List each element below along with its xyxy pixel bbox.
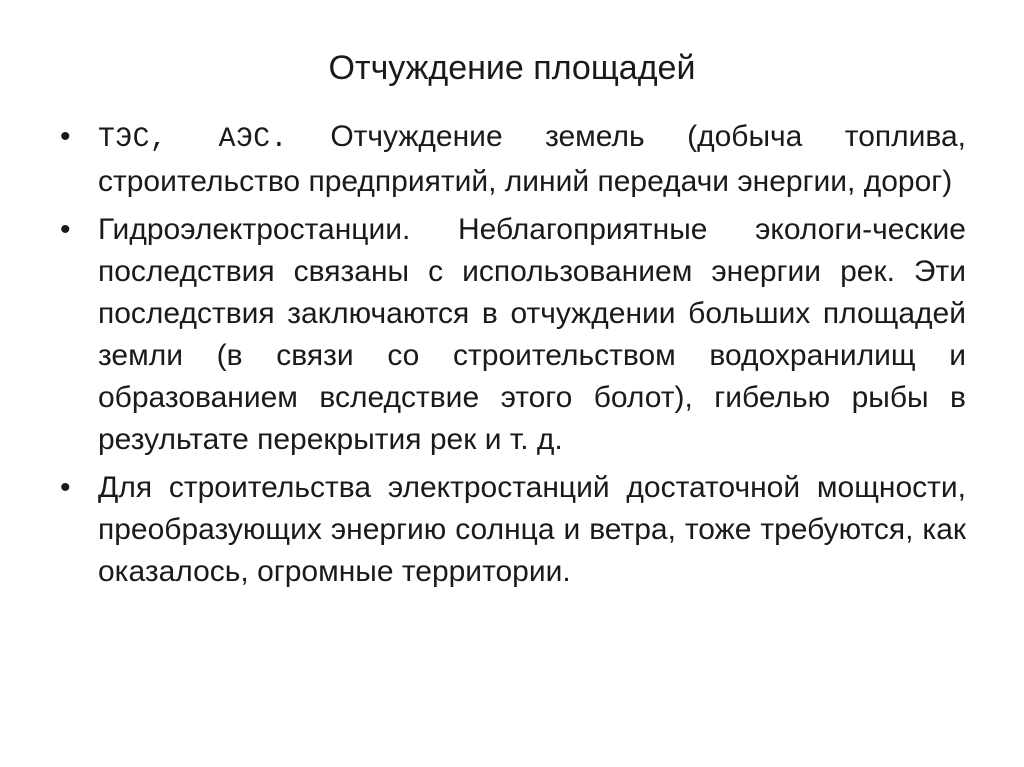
bullet-item-hydro (60, 209, 966, 461)
slide-title: Отчуждение площадей (328, 49, 696, 87)
bullet-item-solar-wind (60, 467, 966, 593)
bullet-dot-icon: • (60, 213, 71, 246)
bullet-item-tes-aes (60, 116, 966, 203)
bullet-dot-icon: • (60, 120, 71, 153)
bullet-text: Отчуждение земель (добыча топлива, строительство предприятий, линий передачи энергии, дорог) (98, 120, 967, 198)
bullet-text: Для строительства электростанций достаточной мощности, преобразующих энергию солнца и ветра, тоже требуются, как оказалось, огромные территории. (98, 471, 966, 588)
bullet-dot-icon: • (60, 471, 71, 504)
bullet-text: Гидроэлектростанции. Неблагоприятные экологи-ческие последствия связаны с использованием энергии рек. Эти последствия заключаются в отчуждении больших площадей земли (в связи со строительством водохранилищ и образованием вследствие этого болот), гибелью рыбы в результате перекрытия рек и т. д. (98, 213, 966, 456)
bullet-lead: ТЭС, АЭС. (98, 124, 288, 155)
bullet-list (60, 116, 966, 599)
